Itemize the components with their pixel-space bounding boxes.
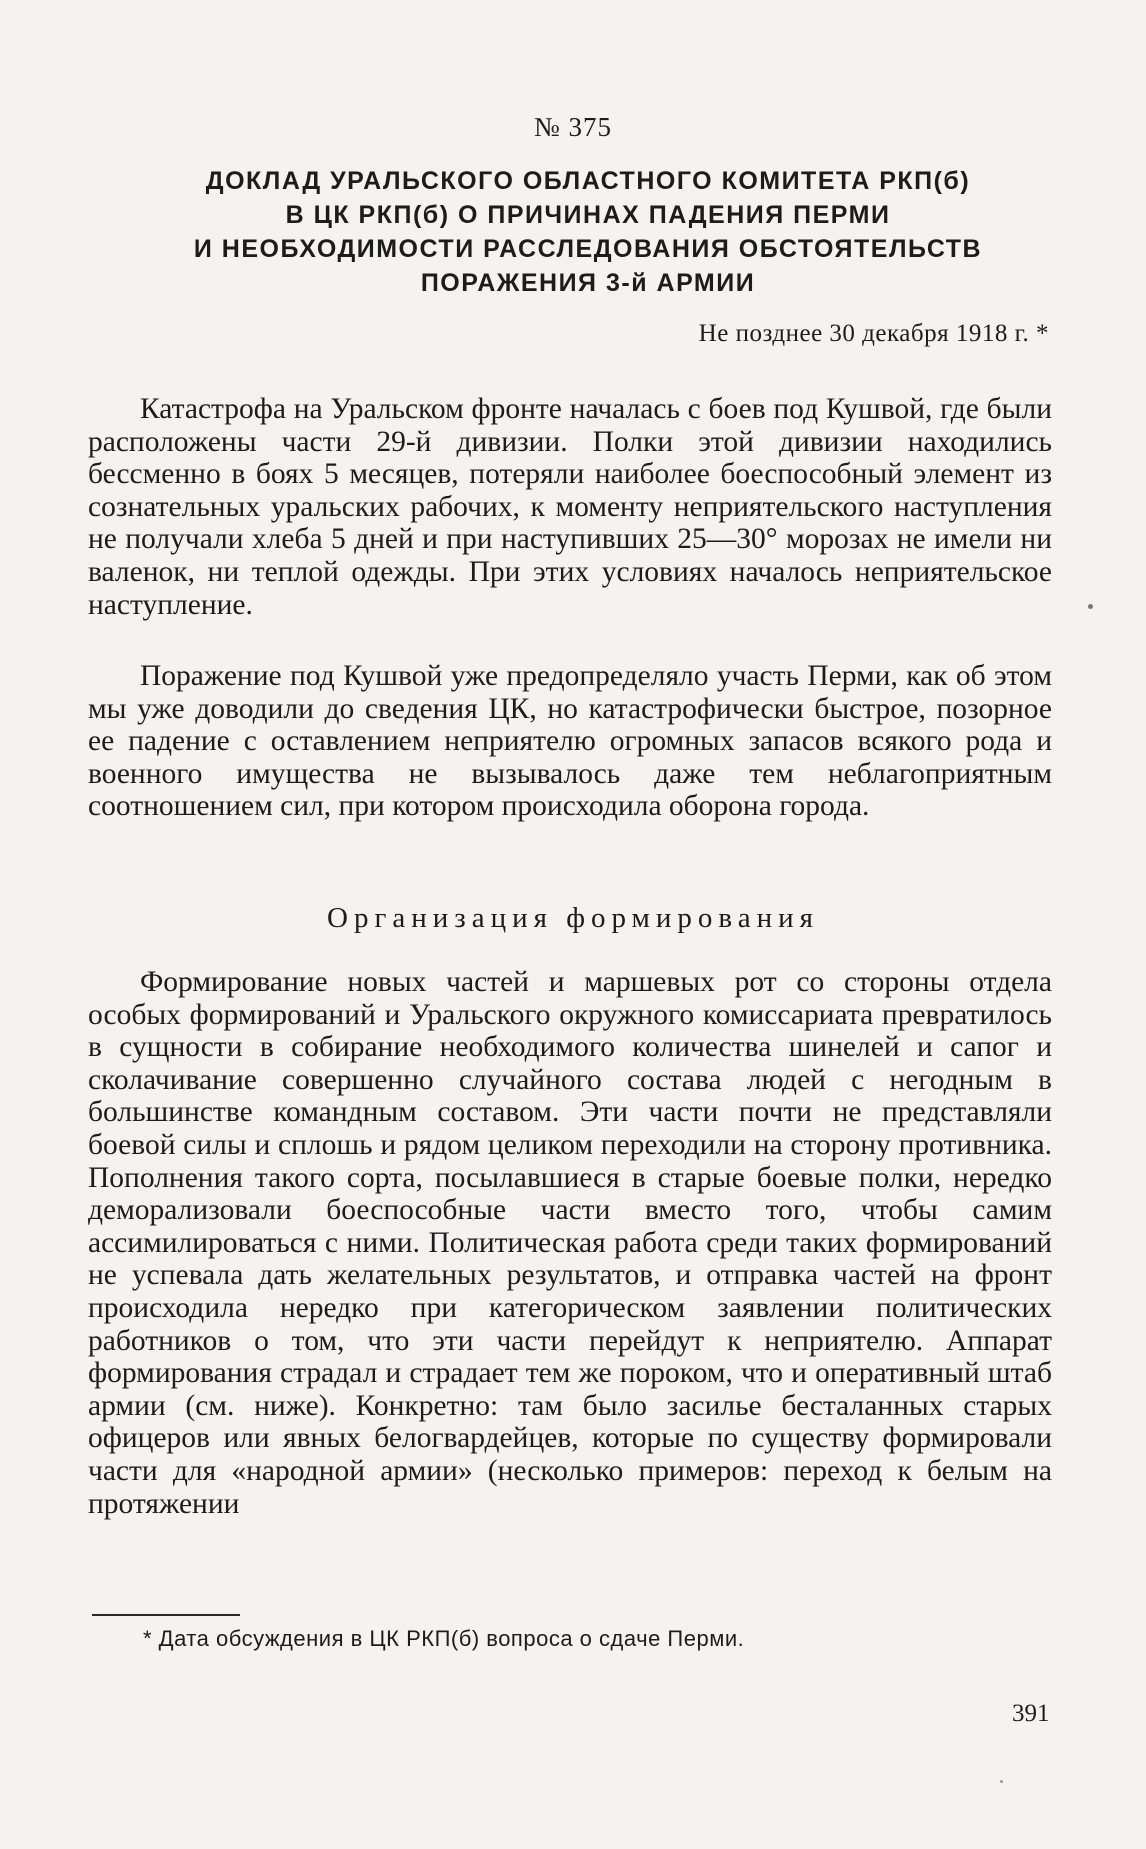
title-line: ПОРАЖЕНИЯ 3-й АРМИИ: [420, 269, 756, 297]
title-line: ДОКЛАД УРАЛЬСКОГО ОБЛАСТНОГО КОМИТЕТА РКП(б): [205, 167, 971, 195]
print-speck: [1088, 604, 1093, 609]
document-number: № 375: [533, 112, 612, 142]
footnote: * Дата обсуждения в ЦК РКП(б) вопроса о сдаче Перми.: [143, 1626, 745, 1651]
title-line: В ЦК РКП(б) О ПРИЧИНАХ ПАДЕНИЯ ПЕРМИ: [285, 201, 891, 229]
document-title: [120, 164, 1056, 300]
page-number: 391: [1012, 1700, 1050, 1727]
print-speck: [1000, 1780, 1003, 1783]
paragraph: Поражение под Кушвой уже предопределяло участь Перми, как об этом мы уже доводили до сведения ЦК, но катастрофически быстрое, позорное ее падение с оставлением неприятелю огромных запасов всякого рода и военного имущества не вызывалось даже тем неблагоприятным соотношением сил, при котором происходила оборона города.: [88, 660, 1052, 823]
footnote-divider: [92, 1614, 240, 1616]
title-line: И НЕОБХОДИМОСТИ РАССЛЕДОВАНИЯ ОБСТОЯТЕЛЬСТВ: [193, 235, 983, 263]
document-date: Не позднее 30 декабря 1918 г. *: [698, 320, 1049, 347]
paragraph: Формирование новых частей и маршевых рот со стороны отдела особых формирований и Уральского окружного комиссариата превратилось в сущности в собирание необходимого количества шинелей и сапог и сколачивание совершенно случайного состава людей с негодным в большинстве командным составом. Эти части почти не представляли боевой силы и сплошь и рядом целиком переходили на сторону противника. Пополнения такого сорта, посылавшиеся в старые боевые полки, нередко деморализовали боеспособные части вместо того, чтобы самим ассимилироваться с ними. Политическая работа среди таких формирований не успевала дать желательных результатов, и отправка частей на фронт происходила нередко при категорическом заявлении политических работников о том, что эти части перейдут к неприятелю. Аппарат формирования страдал и страдает тем же пороком, что и оперативный штаб армии (см. ниже). Конкретно: там было засилье бесталанных старых офицеров или явных белогвардейцев, которые по существу формировали части для «народной армии» (несколько примеров: переход к белым на протяжении: [88, 966, 1052, 1520]
section-heading: Организация формирования: [327, 902, 819, 934]
paragraph: Катастрофа на Уральском фронте началась с боев под Кушвой, где были расположены части 29-й дивизии. Полки этой дивизии находились бессменно в боях 5 месяцев, потеряли наиболее боеспособный элемент из сознательных уральских рабочих, к моменту неприятельского наступления не получали хлеба 5 дней и при наступивших 25—30° морозах не имели ни валенок, ни теплой одежды. При этих условиях началось неприятельское наступление.: [88, 393, 1052, 621]
